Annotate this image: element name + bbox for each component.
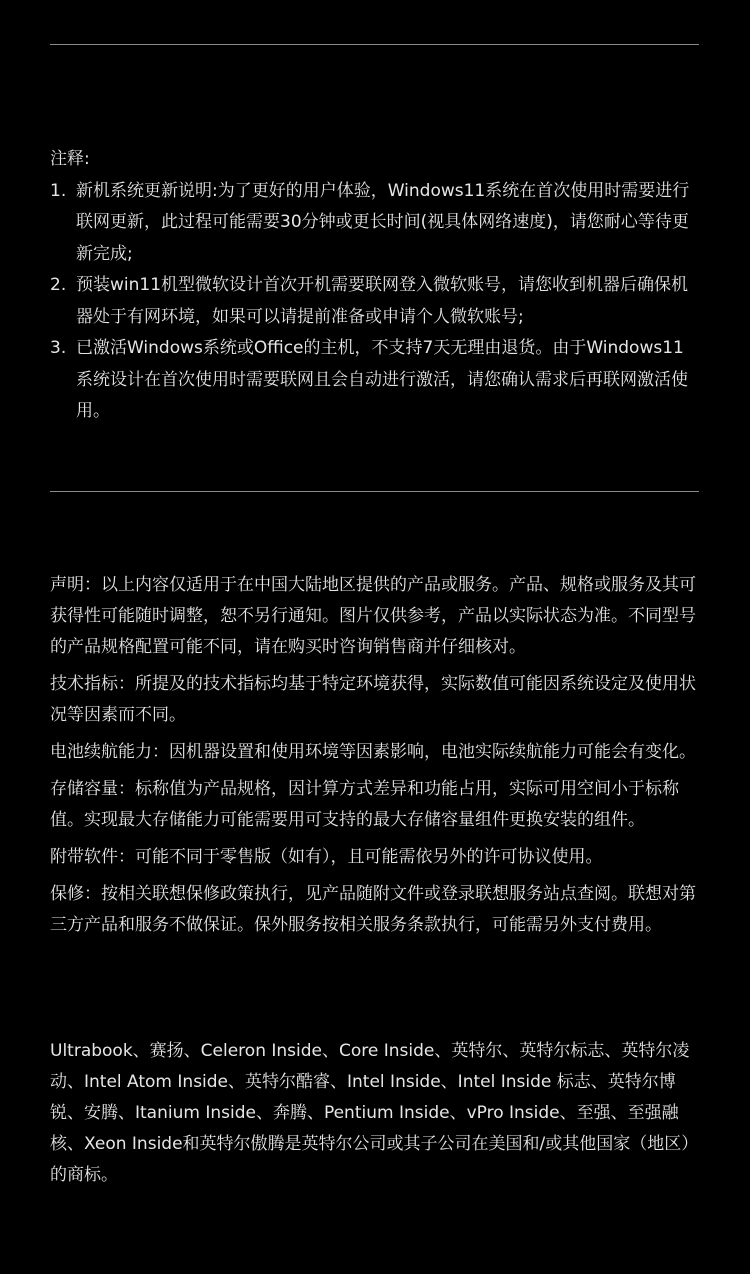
software-paragraph: 附带软件：可能不同于零售版（如有），且可能需依另外的许可协议使用。 xyxy=(50,847,603,867)
battery-paragraph: 电池续航能力：因机器设置和使用环境等因素影响，电池实际续航能力可能会有变化。 xyxy=(50,742,696,762)
middle-divider xyxy=(50,491,699,492)
statement-paragraph: 声明：以上内容仅适用于在中国大陆地区提供的产品或服务。产品、规格或服务及其可获得性可能随时调整，恕不另行通知。图片仅供参考，产品以实际状态为准。不同型号的产品规格配置可能不同，请在购买时咨询销售商并仔细核对。 xyxy=(50,575,696,657)
top-divider xyxy=(50,44,699,45)
trademark-paragraph: Ultrabook、赛扬、Celeron Inside、Core Inside、英特尔、英特尔标志、英特尔凌动、Intel Atom Inside、英特尔酷睿、Intel Inside、Intel Inside 标志、英特尔博锐、安腾、Itanium Inside、奔腾、Pentium Inside、vPro Inside、至强、至强融核、Xeon Inside和英特尔傲腾是英特尔公司或其子公司在美国和/或其他国家（地区）的商标。 xyxy=(50,1041,699,1185)
note-item xyxy=(50,333,690,428)
storage-paragraph: 存储容量：标称值为产品规格，因计算方式差异和功能占用，实际可用空间小于标称值。实现最大存储能力可能需要用可支持的最大存储容量组件更换安装的组件。 xyxy=(50,779,679,830)
note-text: 新机系统更新说明:为了更好的用户体验，Windows11系统在首次使用时需要进行联网更新，此过程可能需要30分钟或更长时间(视具体网络速度)，请您耐心等待更新完成; xyxy=(76,180,690,264)
tech-spec-paragraph: 技术指标：所提及的技术指标均基于特定环境获得，实际数值可能因系统设定及使用状况等因素而不同。 xyxy=(50,674,696,725)
notes-title: 注释: xyxy=(50,149,90,169)
note-number: 1. xyxy=(50,180,67,201)
disclaimer-section xyxy=(50,570,702,947)
note-text: 预装win11机型微软设计首次开机需要联网登入微软账号，请您收到机器后确保机器处于有网环境，如果可以请提前准备或申请个人微软账号; xyxy=(76,275,689,327)
warranty-paragraph: 保修：按相关联想保修政策执行，见产品随附文件或登录联想服务站点查阅。联想对第三方产品和服务不做保证。保外服务按相关服务条款执行，可能需另外支付费用。 xyxy=(50,884,696,935)
note-item xyxy=(50,270,690,333)
notes-section xyxy=(50,144,690,428)
note-item xyxy=(50,176,690,271)
note-number: 2. xyxy=(50,275,67,295)
note-text: 已激活Windows系统或Office的主机，不支持7天无理由退货。由于Windows11系统设计在首次使用时需要联网且会自动进行激活，请您确认需求后再联网激活使用。 xyxy=(76,338,688,421)
note-number: 3. xyxy=(50,338,67,358)
